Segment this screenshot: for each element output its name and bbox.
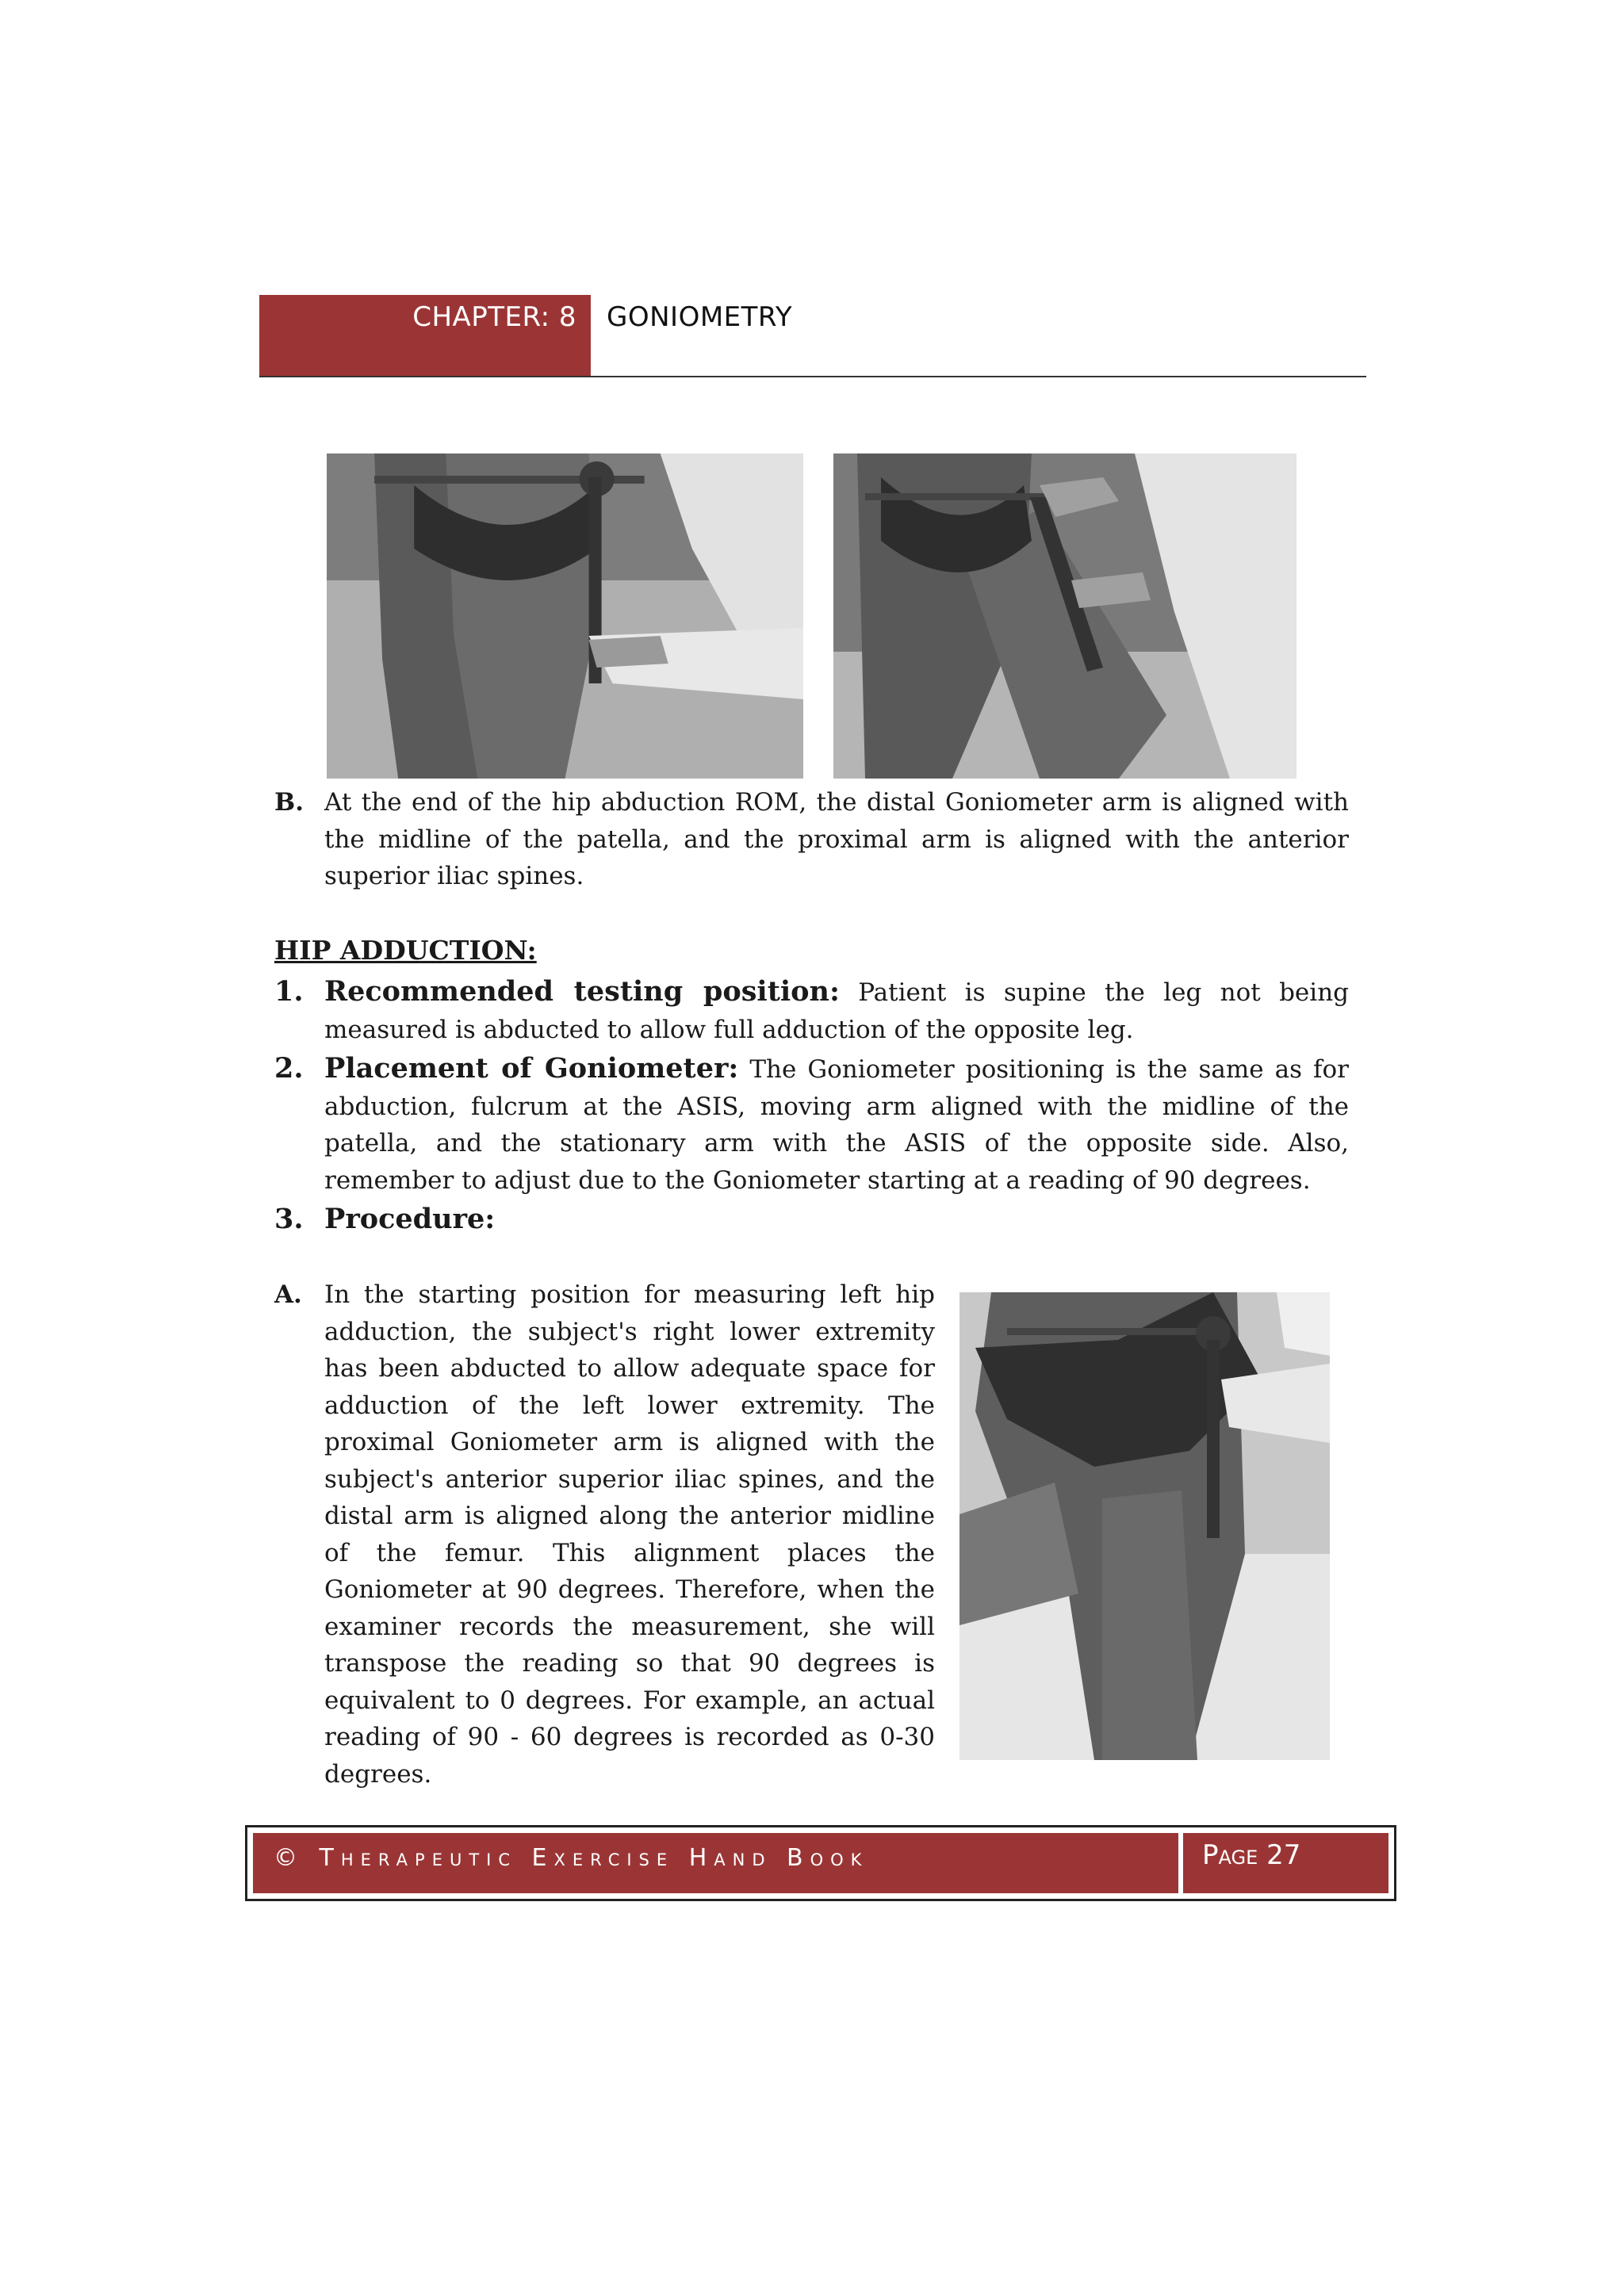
item-1-text: Patient is supine the leg not being measured is abducted to allow full adduction of the opposite leg. xyxy=(324,978,1349,1044)
hip-adduction-start-photo xyxy=(959,1292,1330,1760)
section-a-text: In the starting position for measuring left hip adduction, the subject's right lower extremity has been abducted to allow adequate space for adduction of the left lower extremity. The proximal Goniometer arm is aligned with the subject's anterior superior iliac spines, and the distal arm is aligned along the anterior midline of the femur. This alignment places the Goniometer at 90 degrees. Therefore, when the examiner records the measurement, she will transpose the reading so that 90 degrees is equivalent to 0 degrees. For example, an actual reading of 90 - 60 degrees is recorded as 0-30 degrees. xyxy=(324,1280,935,1789)
section-b-marker: B. xyxy=(274,788,304,817)
footer-copyright: © Therapeutic Exercise Hand Book xyxy=(274,1844,869,1872)
item-2-number: 2. xyxy=(274,1052,304,1085)
section-b-text: At the end of the hip abduction ROM, the distal Goniometer arm is aligned with the midline of the patella, and the proximal arm is aligned with the anterior superior iliac spines. xyxy=(324,788,1349,890)
section-a-marker: A. xyxy=(274,1280,302,1309)
item-3-lead: Procedure: xyxy=(324,1203,496,1235)
item-2-text: The Goniometer positioning is the same as for abduction, fulcrum at the ASIS, moving arm aligned with the midline of the patella, and the stationary arm with the ASIS of the opposite side. Also, remember to adjust due to the Goniometer starting at a reading of 90 degrees. xyxy=(324,1055,1349,1195)
item-3 xyxy=(324,1201,1349,1239)
hip-abduction-end-photo xyxy=(833,453,1297,779)
item-1-number: 1. xyxy=(274,975,304,1008)
hip-abduction-start-photo xyxy=(327,453,803,779)
item-1 xyxy=(324,974,1349,1048)
chapter-title: GONIOMETRY xyxy=(607,301,793,333)
item-2-lead: Placement of Goniometer: xyxy=(324,1052,739,1085)
item-3-number: 3. xyxy=(274,1203,304,1235)
header-rule xyxy=(259,376,1366,377)
footer-page-number: Page 27 xyxy=(1202,1839,1301,1871)
item-1-lead: Recommended testing position: xyxy=(324,975,840,1008)
chapter-label: CHAPTER: 8 xyxy=(412,301,576,333)
item-2 xyxy=(324,1050,1349,1199)
hip-adduction-heading: HIP ADDUCTION: xyxy=(274,935,537,966)
